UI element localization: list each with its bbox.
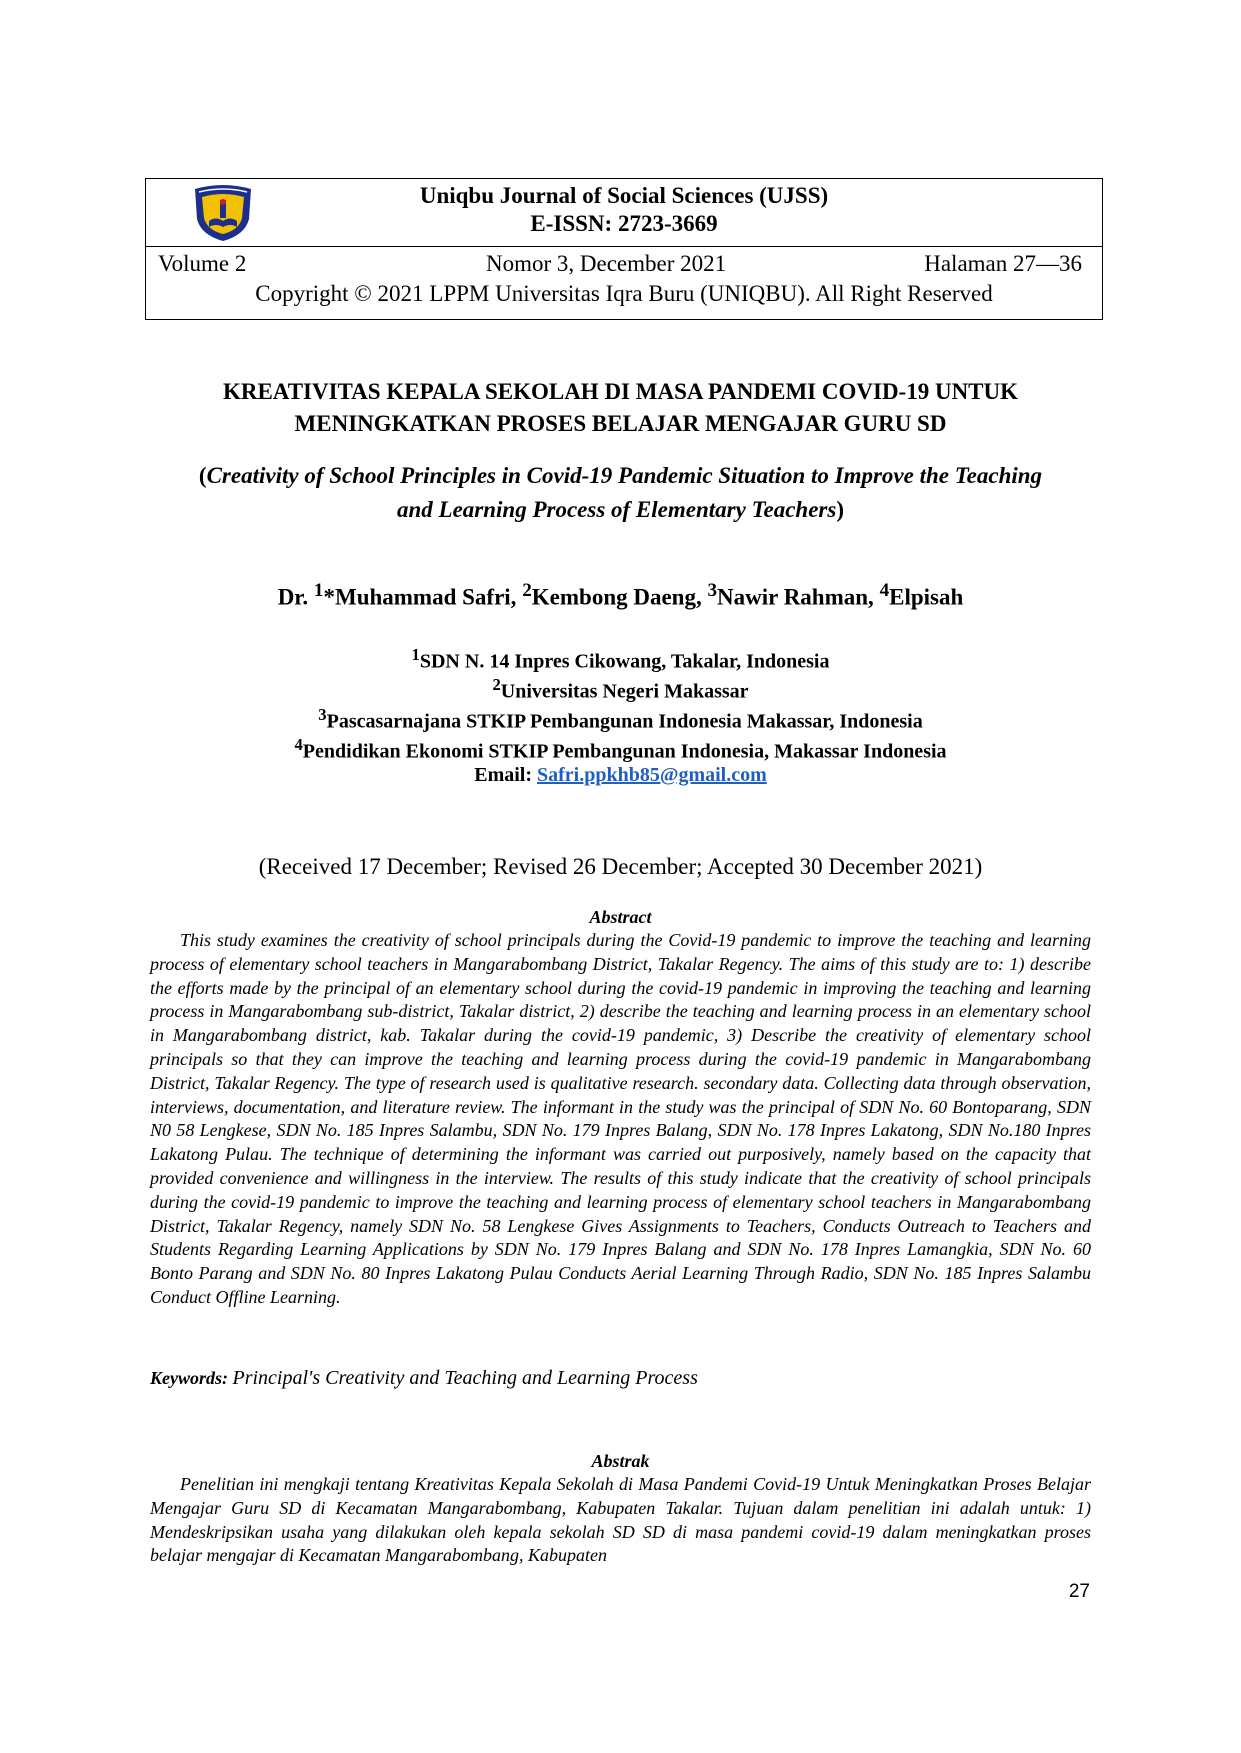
author-affil-sup: 2: [522, 580, 532, 601]
author-affil-sup: 3: [707, 580, 718, 601]
journal-header: [145, 178, 1103, 320]
email-link[interactable]: Safri.ppkhb85@gmail.com: [537, 764, 767, 786]
affiliation-text: Pendidikan Ekonomi STKIP Pembangunan Indonesia, Makassar Indonesia: [302, 740, 947, 763]
subtitle-close-paren: ): [836, 497, 844, 522]
keywords-text: Principal's Creativity and Teaching and Learning Process: [232, 1367, 698, 1389]
keywords-label: Keywords:: [150, 1368, 233, 1388]
affiliation-item: [150, 730, 1091, 763]
keywords-line: [150, 1365, 1091, 1391]
issue-info-row: [158, 250, 1082, 278]
affiliation-item: [150, 700, 1091, 733]
abstract-body: This study examines the creativity of school principals during the Covid-19 pandemic to improve the teaching and learning process of elementary school teachers in Mangarabombang District, Takalar Regency. The aims of this study are to: 1) describe the efforts made by the principal of an elementary school during the covid-19 pandemic in improving the teaching and learning process in Mangarabombang sub-district, Takalar district, 2) describe the teaching and learning process in an elementary school in Mangarabombang district, kab. Takalar during the covid-19 pandemic, 3) Describe the creativity of elementary school principals so that they can improve the teaching and learning process during the covid-19 pandemic in Mangarabombang District, Takalar Regency. The type of research used is qualitative research. secondary data. Collecting data through observation, interviews, documentation, and literature review. The informant in the study was the principal of SDN No. 60 Bontoparang, SDN N0 58 Lengkese, SDN No. 185 Inpres Salambu, SDN No. 179 Inpres Balang, SDN No. 178 Inpres Lakatong, SDN No.180 Inpres Lakatong Pulau. The technique of determining the informant was carried out purposively, namely based on the capacity that provided convenience and willingness in the interview. The results of this study indicate that the creativity of school principals during the covid-19 pandemic to improve the teaching and learning process of elementary school teachers in Mangarabombang District, Takalar Regency, namely SDN No. 58 Lengkese Gives Assignments to Teachers, Conducts Outreach to Teachers and Students Regarding Learning Applications by SDN No. 179 Inpres Balang and SDN No. 178 Inpres Lamangkia, SDN No. 60 Bonto Parang and SDN No. 80 Inpres Lakatong Pulau Conducts Aerial Learning Through Radio, SDN No. 185 Inpres Salambu Conduct Offline Learning.: [150, 930, 1091, 1307]
author-name: Kembong Daeng,: [531, 584, 708, 610]
subtitle-line-2: and Learning Process of Elementary Teachers: [396, 497, 837, 522]
affiliation-list: [150, 640, 1091, 790]
journal-header-top: [146, 179, 1102, 247]
copyright-notice: Copyright © 2021 LPPM Universitas Iqra Buru (UNIQBU). All Right Reserved: [255, 281, 993, 306]
affiliation-sup: 1: [411, 645, 420, 664]
author-list: [150, 575, 1091, 614]
page-number: 27: [1068, 1581, 1090, 1602]
paper-title: [150, 376, 1091, 440]
affiliation-text: Universitas Negeri Makassar: [500, 680, 749, 703]
affiliation-sup: 3: [318, 705, 327, 724]
author-name: *Muhammad Safri,: [323, 584, 523, 610]
affiliation-item: [150, 670, 1091, 703]
subtitle-line-1: Creativity of School Principles in Covid-19 Pandemic Situation to Improve the Teaching: [206, 463, 1043, 488]
journal-issn: E-ISSN: 2723-3669: [530, 211, 718, 236]
abstract-heading: Abstract: [589, 907, 652, 927]
author-affil-sup: 1: [313, 580, 324, 601]
page-range: Halaman 27—36: [924, 251, 1082, 276]
paper-title-line-2: MENINGKATKAN PROSES BELAJAR MENGAJAR GURU SD: [294, 411, 947, 436]
affiliation-text: Pascasarnajana STKIP Pembangunan Indonesia Makassar, Indonesia: [326, 710, 923, 733]
paper-subtitle: [150, 459, 1091, 527]
affiliation-sup: 2: [492, 675, 501, 694]
email-label: Email:: [474, 764, 538, 786]
abstrak-body: Penelitian ini mengkaji tentang Kreativitas Kepala Sekolah di Masa Pandemi Covid-19 Untuk Meningkatkan Proses Belajar Mengajar Guru SD di Kecamatan Mangarabombang, Kabupaten Takalar. Tujuan dalam penelitian ini adalah untuk: 1) Mendeskripsikan usaha yang dilakukan oleh kepala sekolah SD SD di masa pandemi covid-19 dalam meningkatkan proses belajar mengajar di Kecamatan Mangarabombang, Kabupaten: [150, 1474, 1091, 1566]
journal-name: Uniqbu Journal of Social Sciences (UJSS): [419, 183, 829, 208]
author-name: Nawir Rahman,: [717, 584, 880, 610]
affiliation-item: [150, 640, 1091, 673]
author-affil-sup: 4: [879, 580, 890, 601]
paper-title-line-1: KREATIVITAS KEPALA SEKOLAH DI MASA PANDEMI COVID-19 UNTUK: [222, 379, 1019, 404]
email-line: [150, 760, 1091, 790]
affiliation-sup: 4: [294, 735, 303, 754]
received-dates: (Received 17 December; Revised 26 December; Accepted 30 December 2021): [258, 854, 983, 879]
issue-number: Nomor 3, December 2021: [486, 251, 727, 276]
affiliation-text: SDN N. 14 Inpres Cikowang, Takalar, Indonesia: [419, 650, 830, 673]
subtitle-open-paren: (: [198, 463, 207, 488]
author-name: Elpisah: [889, 584, 964, 610]
author-prefix: Dr.: [277, 584, 314, 610]
volume-label: Volume 2: [158, 251, 247, 276]
abstrak-heading: Abstrak: [591, 1451, 650, 1471]
